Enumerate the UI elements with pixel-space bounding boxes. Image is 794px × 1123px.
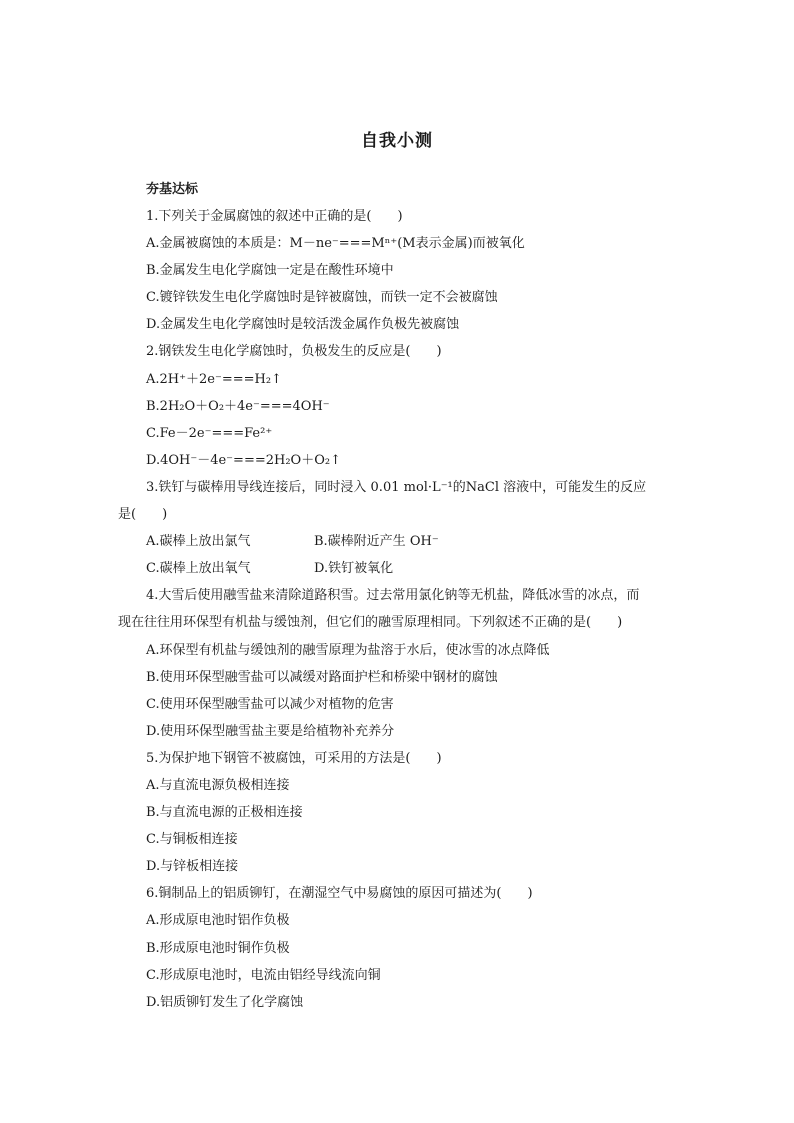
option-b: B.形成原电池时铜作负极: [146, 940, 290, 956]
question-stem: 5.为保护地下钢管不被腐蚀，可采用的方法是( ): [146, 750, 442, 766]
question-3: [118, 474, 678, 582]
option-a: A.与直流电源负极相连接: [146, 777, 290, 793]
option-b: B.金属发生电化学腐蚀一定是在酸性环境中: [146, 263, 394, 279]
option-row: [118, 555, 678, 582]
option-c: C.碳棒上放出氧气: [146, 561, 251, 577]
option-b: B.与直流电源的正极相连接: [146, 805, 303, 821]
question-list: [118, 176, 678, 1016]
question-stem-continued: 是( ): [118, 507, 168, 523]
option-row: [118, 528, 678, 555]
option-c: C.形成原电池时，电流由铝经导线流向铜: [146, 967, 381, 983]
question-stem: 2.钢铁发生电化学腐蚀时，负极发生的反应是( ): [146, 344, 442, 360]
page-title: 自我小测: [361, 131, 433, 151]
option-d: D.铝质铆钉发生了化学腐蚀: [146, 994, 304, 1010]
option-a: A.金属被腐蚀的本质是：M－ne⁻===Mⁿ⁺(M表示金属)而被氧化: [146, 236, 525, 252]
option-b: B.2H₂O＋O₂＋4e⁻===4OH⁻: [146, 398, 330, 414]
option-c: C.镀锌铁发生电化学腐蚀时是锌被腐蚀，而铁一定不会被腐蚀: [146, 290, 498, 306]
question-1: [118, 203, 678, 338]
question-stem-continued: 现在往往用环保型有机盐与缓蚀剂，但它们的融雪原理相同。下列叙述不正确的是( ): [118, 615, 623, 631]
option-d: D.铁钉被氧化: [314, 561, 394, 577]
option-c: C.使用环保型融雪盐可以减少对植物的危害: [146, 696, 394, 712]
question-stem: 4.大雪后使用融雪盐来清除道路积雪。过去常用氯化钠等无机盐，降低冰雪的冰点，而: [146, 588, 640, 604]
option-a: A.碳棒上放出氯气: [146, 534, 251, 550]
question-stem: 1.下列关于金属腐蚀的叙述中正确的是( ): [146, 209, 403, 224]
option-b: B.碳棒附近产生 OH⁻: [314, 534, 439, 550]
option-d: D.金属发生电化学腐蚀时是较活泼金属作负极先被腐蚀: [146, 317, 460, 333]
section-heading: 夯基达标: [146, 182, 199, 197]
option-a: A.环保型有机盐与缓蚀剂的融雪原理为盐溶于水后，使冰雪的冰点降低: [146, 642, 550, 658]
question-stem: 6.铜制品上的铝质铆钉，在潮湿空气中易腐蚀的原因可描述为( ): [146, 886, 533, 902]
question-stem: 3.铁钉与碳棒用导线连接后，同时浸入 0.01 mol·L⁻¹的NaCl 溶液中，可能发生的反应: [146, 479, 647, 495]
option-b: B.使用环保型融雪盐可以减缓对路面护栏和桥梁中钢材的腐蚀: [146, 669, 498, 685]
question-4: [118, 582, 678, 745]
option-d: D.4OH⁻－4e⁻===2H₂O＋O₂↑: [146, 452, 341, 468]
option-d: D.与锌板相连接: [146, 859, 239, 875]
option-c: C.与铜板相连接: [146, 832, 238, 848]
option-c: C.Fe－2e⁻===Fe²⁺: [146, 425, 273, 441]
option-a: A.形成原电池时铝作负极: [146, 913, 290, 929]
question-5: [118, 745, 678, 880]
option-a: A.2H⁺＋2e⁻===H₂↑: [146, 371, 282, 387]
question-2: [118, 338, 678, 473]
question-6: [118, 880, 678, 1015]
option-d: D.使用环保型融雪盐主要是给植物补充养分: [146, 723, 395, 739]
